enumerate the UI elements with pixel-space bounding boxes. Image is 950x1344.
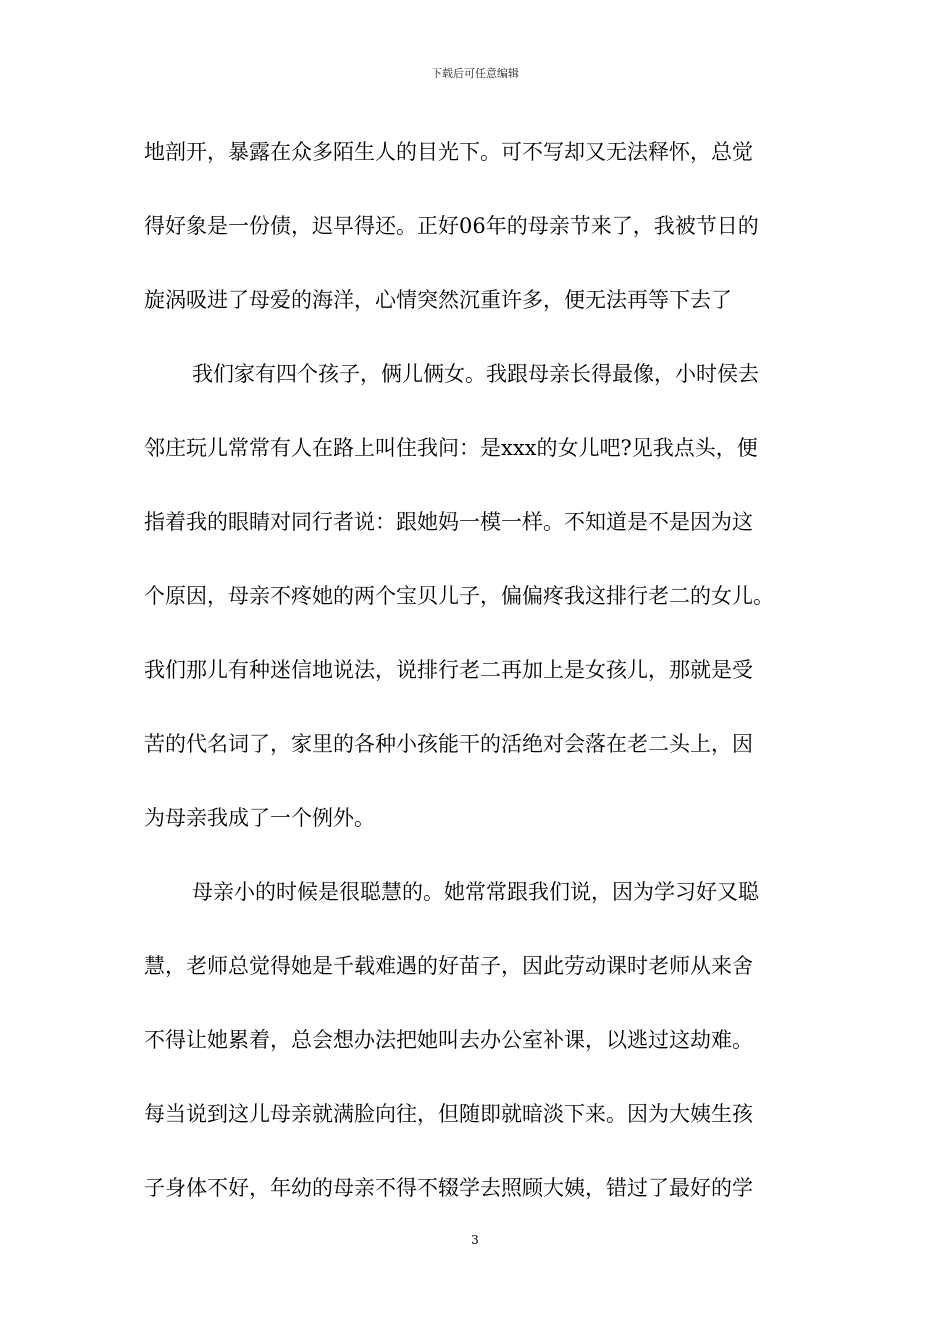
body-line-15: 子身体不好，年幼的母亲不得不辍学去照顾大姨，错过了最好的学 [144,1176,753,1200]
body-line-2: 得好象是一份债，迟早得还。正好06年的母亲节来了，我被节日的 [144,214,759,238]
body-line-3: 旋涡吸进了母爱的海洋，心情突然沉重许多，便无法再等下去了 [144,288,732,312]
body-line-10: 为母亲我成了一个例外。 [144,806,375,830]
body-line-14: 每当说到这儿母亲就满脸向往，但随即就暗淡下来。因为大姨生孩 [144,1102,753,1126]
body-line-7: 个原因，母亲不疼她的两个宝贝儿子，偏偏疼我这排行老二的女儿。 [144,584,774,608]
body-line-9: 苦的代名词了，家里的各种小孩能干的活绝对会落在老二头上，因 [144,732,753,756]
body-line-1: 地剖开，暴露在众多陌生人的目光下。可不写却又无法释怀，总觉 [144,140,753,164]
body-line-12: 慧，老师总觉得她是千载难遇的好苗子，因此劳动课时老师从来舍 [144,954,753,978]
body-line-4: 我们家有四个孩子，俩儿俩女。我跟母亲长得最像，小时侯去 [192,362,759,386]
body-line-8: 我们那儿有种迷信地说法，说排行老二再加上是女孩儿，那就是受 [144,658,753,682]
body-line-13: 不得让她累着，总会想办法把她叫去办公室补课，以逃过这劫难。 [144,1028,753,1052]
page-number: 3 [471,1233,479,1247]
page-header: 下载后可任意编辑 [431,67,519,80]
body-line-6: 指着我的眼睛对同行者说：跟她妈一模一样。不知道是不是因为这 [144,510,753,534]
body-line-5: 邻庄玩儿常常有人在路上叫住我问：是xxx的女儿吧?见我点头，便 [144,436,758,460]
body-line-11: 母亲小的时候是很聪慧的。她常常跟我们说，因为学习好又聪 [192,880,759,904]
